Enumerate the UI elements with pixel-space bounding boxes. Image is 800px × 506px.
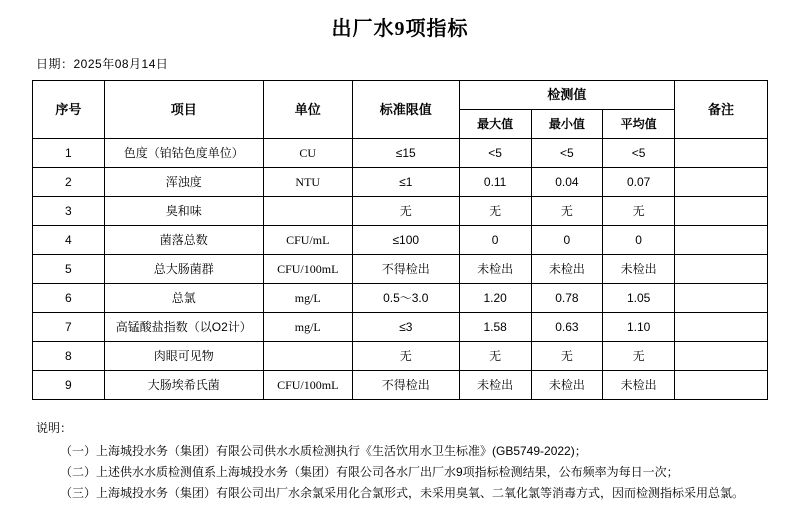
cell-max: 无 xyxy=(459,342,531,371)
cell-item: 菌落总数 xyxy=(104,226,263,255)
cell-no: 7 xyxy=(33,313,105,342)
table-row xyxy=(33,226,768,255)
cell-limit: 不得检出 xyxy=(352,255,459,284)
table-body xyxy=(33,139,768,400)
cell-avg: 0 xyxy=(603,226,675,255)
table-row xyxy=(33,342,768,371)
cell-remark xyxy=(675,284,768,313)
header-unit: 单位 xyxy=(263,81,352,139)
cell-max: 1.58 xyxy=(459,313,531,342)
cell-no: 5 xyxy=(33,255,105,284)
cell-avg: 未检出 xyxy=(603,255,675,284)
header-max: 最大值 xyxy=(459,110,531,139)
cell-item: 臭和味 xyxy=(104,197,263,226)
table-row xyxy=(33,197,768,226)
cell-item: 大肠埃希氏菌 xyxy=(104,371,263,400)
cell-avg: 0.07 xyxy=(603,168,675,197)
cell-unit: mg/L xyxy=(263,313,352,342)
cell-max: 0 xyxy=(459,226,531,255)
table-header-row-1 xyxy=(33,81,768,110)
header-remark: 备注 xyxy=(675,81,768,139)
cell-limit: 不得检出 xyxy=(352,371,459,400)
header-limit: 标准限值 xyxy=(352,81,459,139)
cell-unit: CU xyxy=(263,139,352,168)
cell-limit: 0.5～3.0 xyxy=(352,284,459,313)
cell-max: 1.20 xyxy=(459,284,531,313)
header-measured: 检测值 xyxy=(459,81,674,110)
cell-remark xyxy=(675,255,768,284)
header-no: 序号 xyxy=(33,81,105,139)
cell-no: 3 xyxy=(33,197,105,226)
cell-unit: NTU xyxy=(263,168,352,197)
cell-unit: CFU/100mL xyxy=(263,371,352,400)
cell-max: 无 xyxy=(459,197,531,226)
header-item: 项目 xyxy=(104,81,263,139)
table-row xyxy=(33,255,768,284)
cell-min: 无 xyxy=(531,197,603,226)
cell-no: 6 xyxy=(33,284,105,313)
cell-no: 9 xyxy=(33,371,105,400)
table-row xyxy=(33,168,768,197)
cell-remark xyxy=(675,342,768,371)
cell-limit: ≤1 xyxy=(352,168,459,197)
cell-limit: ≤3 xyxy=(352,313,459,342)
table-header xyxy=(33,81,768,139)
cell-avg: 1.10 xyxy=(603,313,675,342)
cell-no: 1 xyxy=(33,139,105,168)
cell-max: <5 xyxy=(459,139,531,168)
cell-avg: 无 xyxy=(603,342,675,371)
cell-remark xyxy=(675,371,768,400)
cell-no: 8 xyxy=(33,342,105,371)
note-line-3: （三）上海城投水务（集团）有限公司出厂水余氯采用化合氯形式，未采用臭氧、二氧化氯等消毒方式，因而检测指标采用总氯。 xyxy=(60,486,745,500)
cell-max: 未检出 xyxy=(459,255,531,284)
cell-max: 0.11 xyxy=(459,168,531,197)
report-date: 日期：2025年08月14日 xyxy=(36,57,169,71)
cell-unit: mg/L xyxy=(263,284,352,313)
cell-min: <5 xyxy=(531,139,603,168)
cell-avg: 未检出 xyxy=(603,371,675,400)
cell-remark xyxy=(675,139,768,168)
page-title: 出厂水9项指标 xyxy=(331,18,469,40)
note-line-2: （二）上述供水水质检测值系上海城投水务（集团）有限公司各水厂出厂水9项指标检测结果，公布频率为每日一次； xyxy=(60,465,679,479)
cell-limit: ≤15 xyxy=(352,139,459,168)
table-row xyxy=(33,139,768,168)
cell-unit: CFU/100mL xyxy=(263,255,352,284)
cell-avg: 1.05 xyxy=(603,284,675,313)
cell-min: 0 xyxy=(531,226,603,255)
table-row xyxy=(33,313,768,342)
cell-remark xyxy=(675,168,768,197)
cell-item: 总氯 xyxy=(104,284,263,313)
cell-min: 0.63 xyxy=(531,313,603,342)
cell-max: 未检出 xyxy=(459,371,531,400)
cell-limit: 无 xyxy=(352,197,459,226)
cell-remark xyxy=(675,197,768,226)
cell-unit xyxy=(263,342,352,371)
cell-min: 未检出 xyxy=(531,255,603,284)
cell-unit xyxy=(263,197,352,226)
cell-item: 浑浊度 xyxy=(104,168,263,197)
cell-no: 4 xyxy=(33,226,105,255)
cell-remark xyxy=(675,226,768,255)
cell-item: 肉眼可见物 xyxy=(104,342,263,371)
cell-item: 高锰酸盐指数（以O2计） xyxy=(104,313,263,342)
cell-unit: CFU/mL xyxy=(263,226,352,255)
cell-min: 0.78 xyxy=(531,284,603,313)
cell-limit: ≤100 xyxy=(352,226,459,255)
document-page xyxy=(0,12,800,506)
cell-min: 0.04 xyxy=(531,168,603,197)
water-quality-table xyxy=(32,80,768,400)
cell-min: 未检出 xyxy=(531,371,603,400)
cell-item: 总大肠菌群 xyxy=(104,255,263,284)
cell-avg: 无 xyxy=(603,197,675,226)
header-min: 最小值 xyxy=(531,110,603,139)
cell-item: 色度（铂钴色度单位） xyxy=(104,139,263,168)
notes-title: 说明： xyxy=(36,421,73,435)
cell-no: 2 xyxy=(33,168,105,197)
header-avg: 平均值 xyxy=(603,110,675,139)
cell-limit: 无 xyxy=(352,342,459,371)
cell-avg: <5 xyxy=(603,139,675,168)
cell-remark xyxy=(675,313,768,342)
notes-section xyxy=(36,418,800,504)
note-line-1: （一）上海城投水务（集团）有限公司供水水质检测执行《生活饮用水卫生标准》(GB5749-2022)； xyxy=(60,444,587,458)
table-row xyxy=(33,371,768,400)
cell-min: 无 xyxy=(531,342,603,371)
table-row xyxy=(33,284,768,313)
